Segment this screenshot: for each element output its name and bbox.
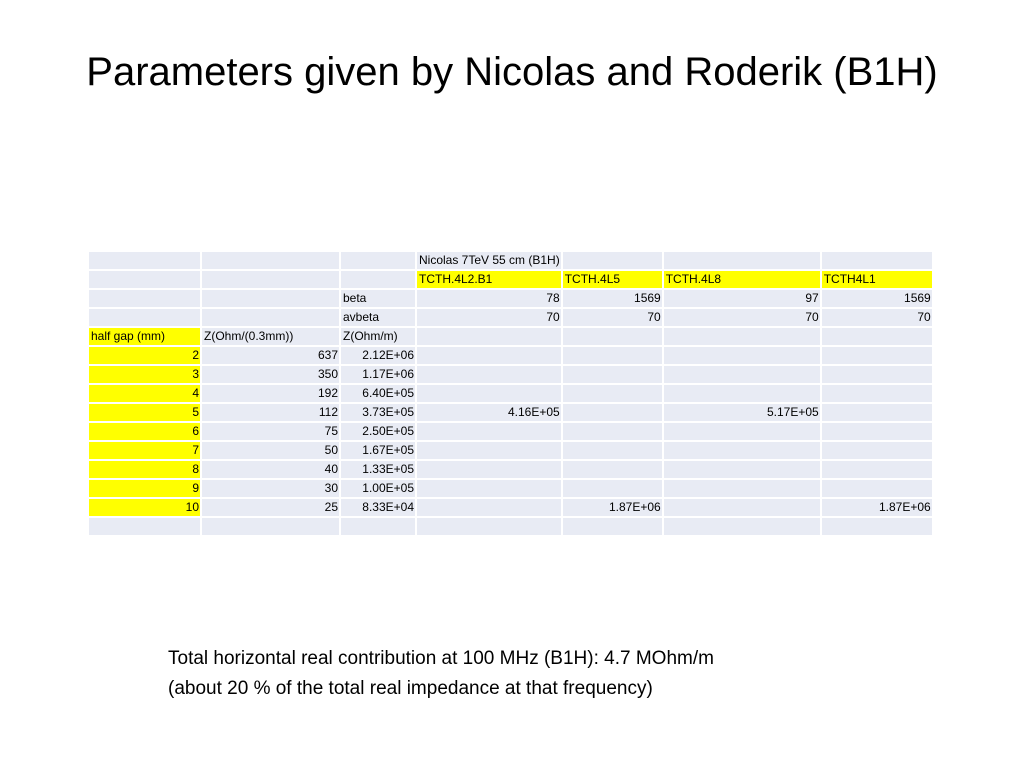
collimator-value-cell (563, 347, 662, 364)
z-per-gap-cell: 350 (202, 366, 339, 383)
empty-cell (822, 518, 932, 535)
summary-note (168, 644, 928, 704)
beta-cell: 1569 (822, 290, 932, 307)
collimator-value-cell (822, 366, 932, 383)
avbeta-label-cell: avbeta (341, 309, 415, 326)
z-per-gap-cell: 637 (202, 347, 339, 364)
collimator-value-cell (417, 442, 561, 459)
avbeta-cell: 70 (822, 309, 932, 326)
beta-cell: 78 (417, 290, 561, 307)
collimator-value-cell: 4.16E+05 (417, 404, 561, 421)
avbeta-cell: 70 (417, 309, 561, 326)
collimator-value-cell (664, 385, 820, 402)
z-per-m-cell: 1.00E+05 (341, 480, 415, 497)
collimator-cell: TCTH.4L5 (563, 271, 662, 288)
half-gap-cell: 2 (89, 347, 200, 364)
collimator-cell: TCTH.4L8 (664, 271, 820, 288)
empty-cell (417, 518, 561, 535)
table-row (89, 404, 932, 421)
collimator-value-cell: 5.17E+05 (664, 404, 820, 421)
col-header-z-per-gap: Z(Ohm/(0.3mm)) (202, 328, 339, 345)
collimator-value-cell (563, 423, 662, 440)
z-per-m-cell: 8.33E+04 (341, 499, 415, 516)
collimator-value-cell (563, 442, 662, 459)
collimator-cell: TCTH4L1 (822, 271, 932, 288)
collimator-value-cell (563, 404, 662, 421)
z-per-gap-cell: 112 (202, 404, 339, 421)
collimator-value-cell (822, 404, 932, 421)
col-header-half-gap: half gap (mm) (89, 328, 200, 345)
z-per-gap-cell: 50 (202, 442, 339, 459)
empty-cell (202, 518, 339, 535)
z-per-m-cell: 2.12E+06 (341, 347, 415, 364)
half-gap-cell: 5 (89, 404, 200, 421)
empty-cell (664, 518, 820, 535)
collimator-value-cell (664, 499, 820, 516)
collimator-value-cell (664, 480, 820, 497)
collimator-value-cell: 1.87E+06 (822, 499, 932, 516)
parameter-table (87, 250, 934, 537)
col-header-z-per-m: Z(Ohm/m) (341, 328, 415, 345)
collimator-value-cell (563, 385, 662, 402)
table-row-case (89, 252, 932, 269)
collimator-value-cell (822, 461, 932, 478)
z-per-m-cell: 6.40E+05 (341, 385, 415, 402)
table-row-collimators (89, 271, 932, 288)
table-row (89, 366, 932, 383)
collimator-value-cell (563, 480, 662, 497)
z-per-m-cell: 3.73E+05 (341, 404, 415, 421)
half-gap-cell: 4 (89, 385, 200, 402)
half-gap-cell: 9 (89, 480, 200, 497)
half-gap-cell: 7 (89, 442, 200, 459)
collimator-value-cell (563, 366, 662, 383)
collimator-value-cell (664, 461, 820, 478)
z-per-gap-cell: 192 (202, 385, 339, 402)
slide-title: Parameters given by Nicolas and Roderik (B1H) (86, 50, 938, 94)
collimator-value-cell (417, 366, 561, 383)
z-per-m-cell: 1.67E+05 (341, 442, 415, 459)
table-row (89, 385, 932, 402)
half-gap-cell: 10 (89, 499, 200, 516)
table-row-headers (89, 328, 932, 345)
table-row (89, 442, 932, 459)
collimator-value-cell (822, 442, 932, 459)
collimator-value-cell (822, 423, 932, 440)
empty-cell (563, 518, 662, 535)
half-gap-cell: 3 (89, 366, 200, 383)
table-row-empty (89, 518, 932, 535)
collimator-value-cell: 1.87E+06 (563, 499, 662, 516)
z-per-gap-cell: 40 (202, 461, 339, 478)
table-row (89, 347, 932, 364)
collimator-value-cell (417, 347, 561, 364)
collimator-value-cell (417, 423, 561, 440)
table-row-avbeta (89, 309, 932, 326)
collimator-value-cell (822, 385, 932, 402)
collimator-value-cell (664, 423, 820, 440)
collimator-value-cell (664, 366, 820, 383)
beta-cell: 1569 (563, 290, 662, 307)
z-per-gap-cell: 30 (202, 480, 339, 497)
empty-cell (89, 518, 200, 535)
z-per-gap-cell: 25 (202, 499, 339, 516)
table-row (89, 461, 932, 478)
summary-line-2: (about 20 % of the total real impedance at that frequency) (168, 678, 653, 699)
collimator-value-cell (417, 499, 561, 516)
collimator-value-cell (417, 385, 561, 402)
collimator-value-cell (563, 461, 662, 478)
avbeta-cell: 70 (664, 309, 820, 326)
beta-cell: 97 (664, 290, 820, 307)
table-row-beta (89, 290, 932, 307)
collimator-value-cell (664, 347, 820, 364)
beta-label-cell: beta (341, 290, 415, 307)
collimator-value-cell (664, 442, 820, 459)
z-per-m-cell: 1.17E+06 (341, 366, 415, 383)
half-gap-cell: 6 (89, 423, 200, 440)
half-gap-cell: 8 (89, 461, 200, 478)
table-row (89, 499, 932, 516)
collimator-value-cell (822, 347, 932, 364)
table-row (89, 423, 932, 440)
avbeta-cell: 70 (563, 309, 662, 326)
z-per-gap-cell: 75 (202, 423, 339, 440)
z-per-m-cell: 2.50E+05 (341, 423, 415, 440)
empty-cell (341, 518, 415, 535)
collimator-cell: TCTH.4L2.B1 (417, 271, 561, 288)
summary-line-1: Total horizontal real contribution at 100 MHz (B1H): 4.7 MOhm/m (168, 648, 714, 669)
collimator-value-cell (417, 461, 561, 478)
collimator-value-cell (417, 480, 561, 497)
case-header-cell: Nicolas 7TeV 55 cm (B1H) (419, 253, 560, 267)
collimator-value-cell (822, 480, 932, 497)
table-row (89, 480, 932, 497)
z-per-m-cell: 1.33E+05 (341, 461, 415, 478)
